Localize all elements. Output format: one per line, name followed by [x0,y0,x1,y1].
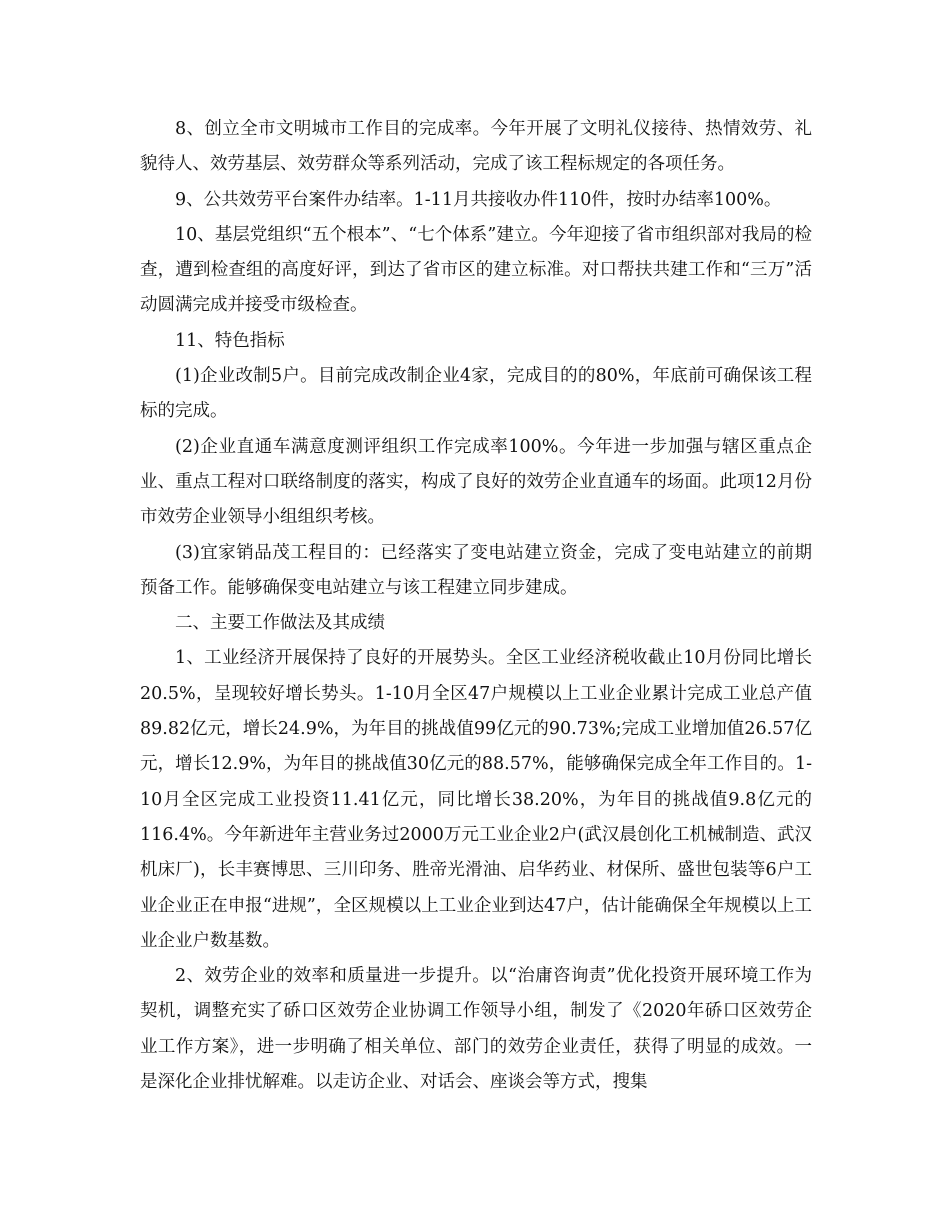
paragraph-subitem-2: (2)企业直通车满意度测评组织工作完成率100%。今年进一步加强与辖区重点企业、重点工程对口联络制度的落实，构成了良好的效劳企业直通车的场面。此项12月份市效劳企业领导小组组织考核。 [140,436,812,528]
paragraph-subitem-3: (3)宜家销品茂工程目的：已经落实了变电站建立资金，完成了变电站建立的前期预备工作。能够确保变电站建立与该工程建立同步建成。 [140,542,812,598]
paragraph-item-10: 10、基层党组织“五个根本”、“七个体系”建立。今年迎接了省市组织部对我局的检查，遭到检查组的高度好评，到达了省市区的建立标准。对口帮扶共建工作和“三万”活动圆满完成并接受市级检查。 [140,224,812,316]
paragraph-item-9: 9、公共效劳平台案件办结率。1-11月共接收办件110件，按时办结率100%。 [175,189,782,210]
paragraph-item-8: 8、创立全市文明城市工作目的完成率。今年开展了文明礼仪接待、热情效劳、礼貌待人、效劳基层、效劳群众等系列活动，完成了该工程标规定的各项任务。 [140,119,812,175]
paragraph-section2-item-1: 1、工业经济开展保持了良好的开展势头。全区工业经济税收截止10月份同比增长20.5%，呈现较好增长势头。1-10月全区47户规模以上工业企业累计完成工业总产值89.82亿元，增长24.9%，为年目的挑战值99亿元的90.73%;完成工业增加值26.57亿元，增长12.9%，为年目的挑战值30亿元的88.57%，能够确保完成全年工作目的。1-10月全区完成工业投资11.41亿元，同比增长38.20%，为年目的挑战值9.8亿元的116.4%。今年新进年主营业务过2000万元工业企业2户(武汉晨创化工机械制造、武汉机床厂)，长丰赛博思、三川印务、胜帝光滑油、启华药业、材保所、盛世包装等6户工业企业正在申报“进规”，全区规模以上工业企业到达47户，估计能确保全年规模以上工业企业户数基数。 [140,648,812,951]
paragraph-subitem-1: (1)企业改制5户。目前完成改制企业4家，完成目的的80%，年底前可确保该工程标的完成。 [140,366,812,422]
paragraph-item-11-heading: 11、特色指标 [175,330,285,351]
document-body [140,112,812,1100]
section-heading-2: 二、主要工作做法及其成绩 [175,613,385,634]
paragraph-section2-item-2: 2、效劳企业的效率和质量进一步提升。以“治庸咨询责”优化投资开展环境工作为契机，调整充实了硚口区效劳企业协调工作领导小组，制发了《2020年硚口区效劳企业工作方案》，进一步明确了相关单位、部门的效劳企业责任，获得了明显的成效。一是深化企业排忧解难。以走访企业、对话会、座谈会等方式，搜集 [140,966,812,1093]
